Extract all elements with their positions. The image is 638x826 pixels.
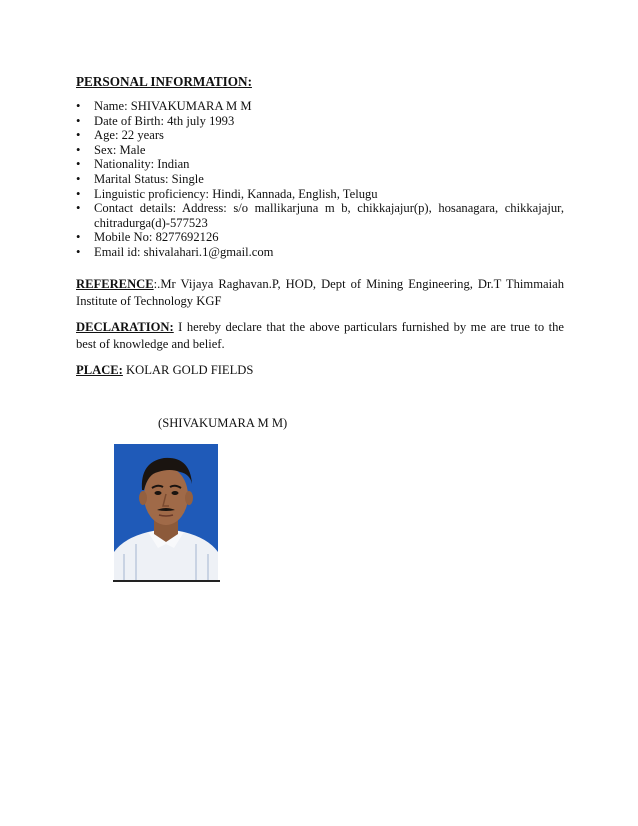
place-paragraph	[76, 362, 564, 379]
list-item-email	[76, 245, 564, 260]
languages-text: Linguistic proficiency: Hindi, Kannada, English, Telugu	[94, 186, 378, 201]
bullet-icon: •	[76, 201, 81, 216]
bullet-icon: •	[76, 230, 81, 245]
place-text: KOLAR GOLD FIELDS	[122, 363, 254, 377]
marital-status-text: Marital Status: Single	[94, 171, 204, 186]
personal-info-list	[76, 99, 564, 260]
mobile-text: Mobile No: 8277692126	[94, 230, 219, 245]
place-label: PLACE:	[76, 363, 123, 377]
bullet-icon: •	[76, 142, 81, 157]
right-eye	[172, 491, 179, 495]
nationality-text: Nationality: Indian	[94, 157, 190, 172]
left-ear	[139, 491, 147, 505]
profile-photo	[114, 444, 218, 580]
list-item-mobile	[76, 230, 564, 245]
sex-text: Sex: Male	[94, 142, 146, 157]
name-text: Name: SHIVAKUMARA M M	[94, 99, 252, 113]
list-item-age	[76, 128, 564, 143]
personal-information-heading: PERSONAL INFORMATION:	[76, 74, 252, 89]
list-item-name	[76, 99, 564, 114]
reference-label: REFERENCE	[76, 277, 154, 291]
portrait-image	[114, 444, 218, 580]
list-item-contact	[76, 201, 564, 230]
list-item-languages	[76, 187, 564, 202]
declaration-label: DECLARATION:	[76, 320, 174, 334]
reference-text: :.Mr Vijaya Raghavan.P, HOD, Dept of Mining Engineering, Dr.T Thimmaiah Institute of Technology KGF	[76, 277, 564, 308]
bullet-icon: •	[76, 128, 81, 143]
list-item-sex	[76, 143, 564, 158]
left-eye	[155, 491, 162, 495]
photo-underline	[113, 580, 220, 582]
right-ear	[185, 491, 193, 505]
bullet-icon: •	[76, 113, 81, 128]
contact-text: Contact details: Address: s/o mallikarjuna m b, chikkajajur(p), hosanagara, chikkajajur, chitradurga(d)-577523	[94, 201, 564, 230]
declaration-text: I hereby declare that the above particulars furnished by me are true to the best of knowledge and belief.	[76, 320, 564, 351]
bullet-icon: •	[76, 157, 81, 172]
bullet-icon: •	[76, 186, 81, 201]
list-item-nationality	[76, 157, 564, 172]
declaration-paragraph	[76, 319, 564, 352]
list-item-dob	[76, 114, 564, 129]
list-item-marital-status	[76, 172, 564, 187]
signature-name: (SHIVAKUMARA M M)	[158, 416, 288, 430]
email-text: Email id: shivalahari.1@gmail.com	[94, 244, 274, 259]
bullet-icon: •	[76, 171, 81, 186]
bullet-icon: •	[76, 99, 81, 113]
age-text: Age: 22 years	[94, 128, 164, 143]
bullet-icon: •	[76, 244, 81, 259]
reference-paragraph	[76, 276, 564, 309]
dob-text: Date of Birth: 4th july 1993	[94, 113, 235, 128]
